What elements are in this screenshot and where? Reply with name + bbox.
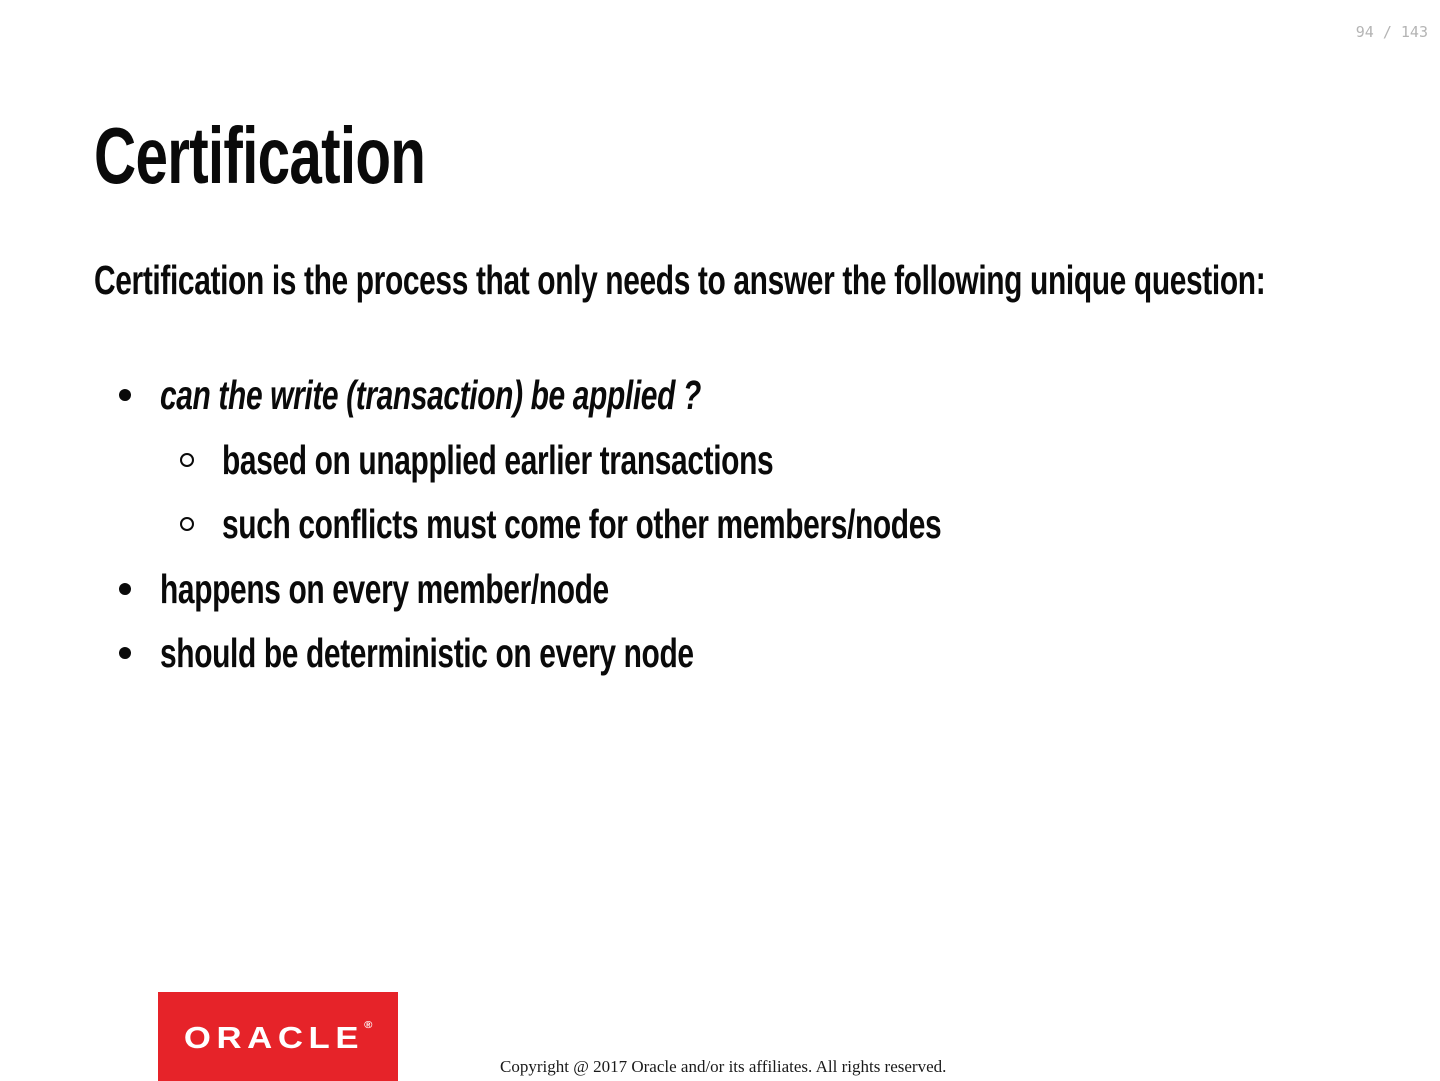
intro-text: Certification is the process that only needs to answer the following unique question: (94, 257, 1266, 303)
page-title-text: Certification (94, 111, 426, 200)
sub-bullet-item (94, 428, 1380, 493)
sub-bullet-text: based on unapplied earlier transactions (222, 436, 774, 483)
page-title (94, 111, 548, 200)
bullet-list (94, 363, 1380, 686)
bullet-dot-icon (119, 583, 131, 595)
bullet-text: can the write (transaction) be applied ? (160, 372, 701, 418)
registered-mark-icon: ® (363, 1019, 373, 1031)
oracle-logo-text (184, 1020, 372, 1056)
bullet-circle-icon (180, 453, 194, 467)
intro-paragraph (94, 258, 1440, 303)
sub-bullet-item (94, 492, 1380, 557)
bullet-item (94, 363, 1380, 428)
bullet-item (94, 621, 1380, 686)
bullet-dot-icon (119, 389, 131, 401)
copyright-text: Copyright @ 2017 Oracle and/or its affiliates. All rights reserved. (500, 1057, 947, 1076)
bullet-circle-icon (180, 517, 194, 531)
bullet-item (94, 557, 1380, 622)
oracle-wordmark: ORACLE (183, 1019, 364, 1055)
oracle-logo (158, 992, 398, 1081)
page-number: 94 / 143 (1355, 23, 1428, 41)
sub-bullet-text: such conflicts must come for other members/nodes (222, 501, 942, 547)
bullet-text: happens on every member/node (160, 565, 609, 612)
bullet-dot-icon (119, 647, 131, 659)
bullet-text: should be deterministic on every node (160, 630, 694, 676)
